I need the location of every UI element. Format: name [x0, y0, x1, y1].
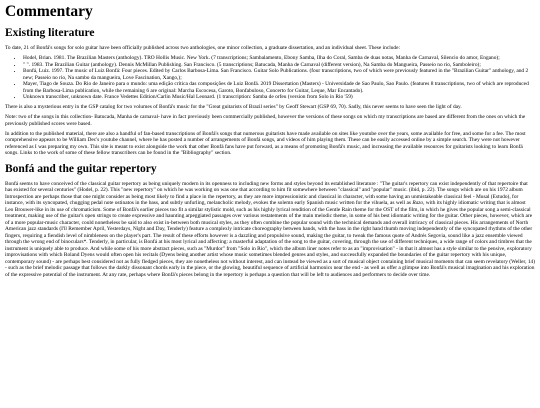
repertory-paragraph [5, 181, 535, 279]
document-page [0, 3, 540, 278]
page-title: Commentary [5, 3, 93, 20]
list-item: • " ". 1983. The Brazilian Guitar (anthology). Dennis McMillan Publishing. San Francisco. (5 transcriptions; Batucada, Manha de Carnaval (different version), Na Samba do Mangueira, Passeio no rio, Samboleiro); [23, 62, 535, 69]
list-item: • Hodel, Brian. 1981. The Brazilian Masters (anthology). TRO Hollis Music. New York. (7 transcriptions; Sambalamento, Ebony Samba, Ilha do Coral, Samba de duas notas, Manha de Carnaval, Silencio do amor, Engano); [23, 55, 535, 62]
repertory-text-part: Bonfá seems to have conceived of the classical guitar repertory as being uniquely modern in its openness to including new forms and styles beyond its established literature : "The guitar's repertory can exist independently of that repertoire that has existed for several centuries" (Hodel, p. 22). This "new repertory" on which he was working on was one that according to him fit somewhere between "classical" and "popular" music. (ibid, p. 22). The songs which are on his 1972 album Introspection are perhaps those that one might consider as being most likely to find a place in the repertory, as they are more impressionistic and classical in character, with some having an unmistakeable classical feel - Musal (Estudo), for instance, with its syncopated, chugging pedal note ostinatos in the bass, and subtly unfurling, melancholic melody, evokes the solemn early Spanish music written for the vihuela, as well as [5, 180, 528, 206]
note-paragraph: Note: two of the songs in this collection- Batucada, Manha de carnaval- have in fact previously been commercially published, however the versions of these songs on which my transcriptions are based are different from the ones on which the previously published scores were based. [5, 114, 526, 127]
intro-paragraph: To date, 21 of Bonfá's songs for solo guitar have been officially published across two anthologies, one minor collection, a graduate dissertation, and an individual sheet. These include: [5, 45, 401, 51]
section-heading-repertory: Bonfá and the guitar repertory [5, 162, 157, 175]
section-heading-existing-literature: Existing literature [5, 27, 95, 39]
publication-list [5, 55, 535, 101]
list-item: • Bonfá, Luiz. 1997. The music of Luiz Bonfá: Four pieces. Edited by Carlos Barbosa-Lima. San Francisco. Guitar Solo Publications. (four transcriptions, two of which were previously featured in the "Brazilian Guitar" anthology, and 2 new; Passeio no rio, Na sambo da mangueira, Love Fascination, Xango,); [23, 68, 535, 81]
gsp-catalog-paragraph: There is also a mysterious entry in the GSP catalog for two volumes of Bonfá's music for the "Great guitarists of Brazil series" by Geoff Stewart (GSP 69, 70). Sadly, this never seems to have seen the light of day. [5, 104, 462, 110]
razo-title: Razo [412, 200, 424, 206]
list-item: • Unknown transcriber, unknown date. France Vedettes Edition/Carlin Music/Hal Leonard. (1 transcription: Samba de orfeu (version from Solo in Rio '59) [23, 94, 535, 101]
repertory-text-part: , with its highly idiomatic writing that is almost Leo Brouwer-like in its use of chromaticism. Some of Bonfá's earlier pieces too fit a similar stylistic mold, such as his highly lyrical rendition of the Gentle Rain theme for the OST of the film, in which he gives the popular song a semi-classical treatment, making use of the guitar's open strings to create expressive and haunting arpeggiated passages over various restatements of the main melodic theme, in some of his best idiomatic writing for the guitar. Other pieces, however, which are of a more popular-music character, could nonetheless be said to also exist in-between both musical styles, as they often combine the popular sound with the technical demands and overall intricacy of classical pieces. His arrangements of North American jazz standards (I'll Remember April, Yesterdays, Night and Day, Tenderly) feature a complexly intricate choreography between hands, with the bass in the right hand thumb moving independently of the syncopated rhythms of the other fingers, requiring a fiendish level of nimbleness on the player's part. The result of these efforts however is a dazzling and propulsive sound, making the guitar, to tweak the famous quote of Andrés Segovia, sound like a jazz ensemble viewed through the wrong end of binoculars*. Tenderly, in particular, is Bonfá at his most lyrical and affecting: a masterful adaptation of the song to the guitar, covering, through the use of different techniques, a wide range of colors and timbres that the instrument is uniquely able to produce. And while some of his more abstract pieces, such as "Murdor" from "Solo in Rio", which the album liner notes refer to as an "improvisation" - in that it almost has a style similar to the pensive, exploratory improvisations with which Roland Dyens would often open his recitals (Dyens being another artist whose music sometimes blended genres and styles, and successfully expanded the boundaries of the guitar repertory with his unique, contemporary sound) - are perhaps best considered not as fully fledged pieces, they are nonetheless not without interest, and can instead be viewed as a sort of musical object containing brief musical moments that can seem revelatory (Weller, 14) - such as the brief melodic passage that follows the darkly dissonant chords early in the piece, or the glowing, beautiful sequence of artificial harmonics near the end - as well as offer a glimpse into Bonfá's musical imagination and his exploration of the expressive potential of the instrument. At any rate, perhaps where Bonfá's pieces belong in the repertory is perhaps a question that will be left to audiences and performers to decide over time. [5, 200, 535, 278]
list-item: • Mayer, Tiago de Souza. Do Rio de Janeiro para o mundo: uma edição crítica das composições de Luiz Bonfá. 2019 Dissertation (Masters) - Universidade de Sao Paulo, Sao Paulo. (features 8 transcriptions, two of which are reproduced from the Barbosa-Lima publication, while the remaining 6 are original: Marcha Escocesa, Garoto, Bonfabuloso, Concerto for Guitar, Leque, Mar Encantado). [23, 81, 535, 94]
fan-transcriptions-paragraph: In addition to the published material, there are also a handful of fan-based transcriptions of Bonfá's songs that numerous guitarists have made available on sites like youtube over the years, some available for free, and some for a fee. The most comprehensive appears to be William Dec's youtube channel, where he has posted a number of arrangements of Bonfá songs, and videos of him playing them. These can be easily accessed online by a simple search. They were not however referenced as I was preparing my own. This site is meant to exist alongside the work that other Bonfá fans have put forward, as a means of promoting Bonfá's music, and increasing the available resources for guitarists looking to learn Bonfá songs. Links to the work of some of these fellow transcribers can be found in the "Bibliography" section. [5, 130, 526, 156]
